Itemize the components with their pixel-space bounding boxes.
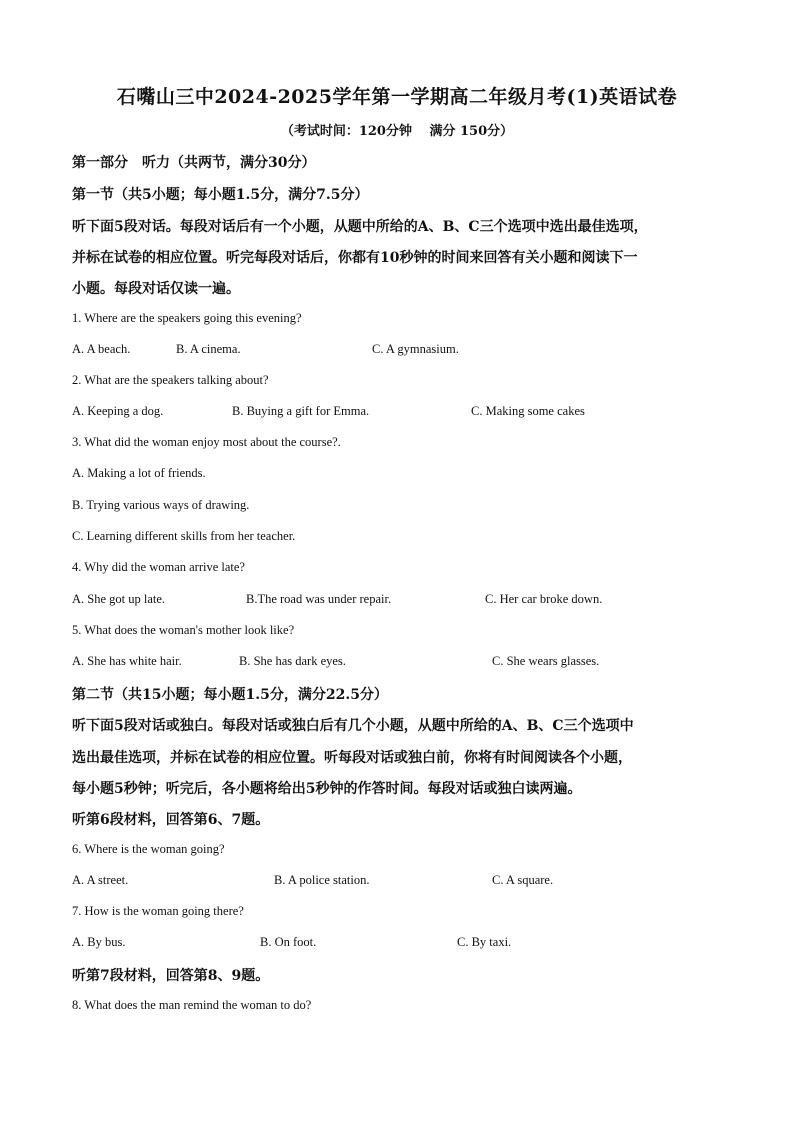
q3-option-a: A. Making a lot of friends.: [72, 466, 206, 480]
q7-option-c: C. By taxi.: [457, 935, 512, 949]
q5-option-c: C. She wears glasses.: [492, 654, 600, 668]
question-7: 7. How is the woman going there?: [72, 904, 244, 918]
q6-option-b: B. A police station.: [274, 873, 370, 887]
question-1: 1. Where are the speakers going this evening?: [72, 311, 302, 325]
q5-option-a: A. She has white hair.: [72, 654, 182, 668]
section1-instruction-line: 并标在试卷的相应位置。听完每段对话后，你都有10秒钟的时间来回答有关小题和阅读下一: [72, 250, 638, 266]
section1-heading: 第一节（共5小题；每小题1.5分，满分7.5分）: [72, 187, 369, 203]
section1-instruction-line: 小题。每段对话仅读一遍。: [72, 281, 240, 297]
q2-option-c: C. Making some cakes: [471, 404, 585, 418]
section2-instruction-line: 每小题5秒钟；听完后，各小题将给出5秒钟的作答时间。每段对话或独白读两遍。: [72, 781, 582, 797]
question-8: 8. What does the man remind the woman to do?: [72, 998, 312, 1012]
section1-instruction-line: 听下面5段对话。每段对话后有一个小题，从题中所给的A、B、C三个选项中选出最佳选项，: [72, 219, 648, 235]
q4-option-c: C. Her car broke down.: [485, 592, 603, 606]
q1-option-a: A. A beach.: [72, 342, 131, 356]
q3-option-b: B. Trying various ways of drawing.: [72, 498, 250, 512]
part1-heading: 第一部分 听力（共两节，满分30分）: [72, 155, 316, 171]
q2-option-b: B. Buying a gift for Emma.: [232, 404, 370, 418]
q3-option-c: C. Learning different skills from her teacher.: [72, 529, 296, 543]
q4-option-a: A. She got up late.: [72, 592, 166, 606]
exam-title: 石嘴山三中2024-2025学年第一学期高二年级月考(1)英语试卷: [116, 86, 678, 108]
q6-option-a: A. A street.: [72, 873, 129, 887]
question-2: 2. What are the speakers talking about?: [72, 373, 269, 387]
section2-instruction-line: 选出最佳选项，并标在试卷的相应位置。听每段对话或独白前，你将有时间阅读各个小题，: [72, 750, 632, 766]
q6-option-c: C. A square.: [492, 873, 554, 887]
material-6-heading: 听第6段材料，回答第6、7题。: [72, 812, 270, 828]
exam-subtitle: （考试时间：120分钟 满分 150分）: [280, 124, 514, 139]
question-4: 4. Why did the woman arrive late?: [72, 560, 245, 574]
q2-option-a: A. Keeping a dog.: [72, 404, 164, 418]
q7-option-a: A. By bus.: [72, 935, 126, 949]
q5-option-b: B. She has dark eyes.: [239, 654, 346, 668]
q1-option-b: B. A cinema.: [176, 342, 241, 356]
q7-option-b: B. On foot.: [260, 935, 317, 949]
question-6: 6. Where is the woman going?: [72, 842, 225, 856]
material-7-heading: 听第7段材料，回答第8、9题。: [72, 968, 270, 984]
section2-instruction-line: 听下面5段对话或独白。每段对话或独白后有几个小题，从题中所给的A、B、C三个选项中: [72, 718, 634, 734]
question-3: 3. What did the woman enjoy most about the course?.: [72, 435, 341, 449]
section2-heading: 第二节（共15小题；每小题1.5分，满分22.5分）: [72, 687, 388, 703]
q1-option-c: C. A gymnasium.: [372, 342, 459, 356]
question-5: 5. What does the woman's mother look like?: [72, 623, 295, 637]
q4-option-b: B.The road was under repair.: [246, 592, 392, 606]
